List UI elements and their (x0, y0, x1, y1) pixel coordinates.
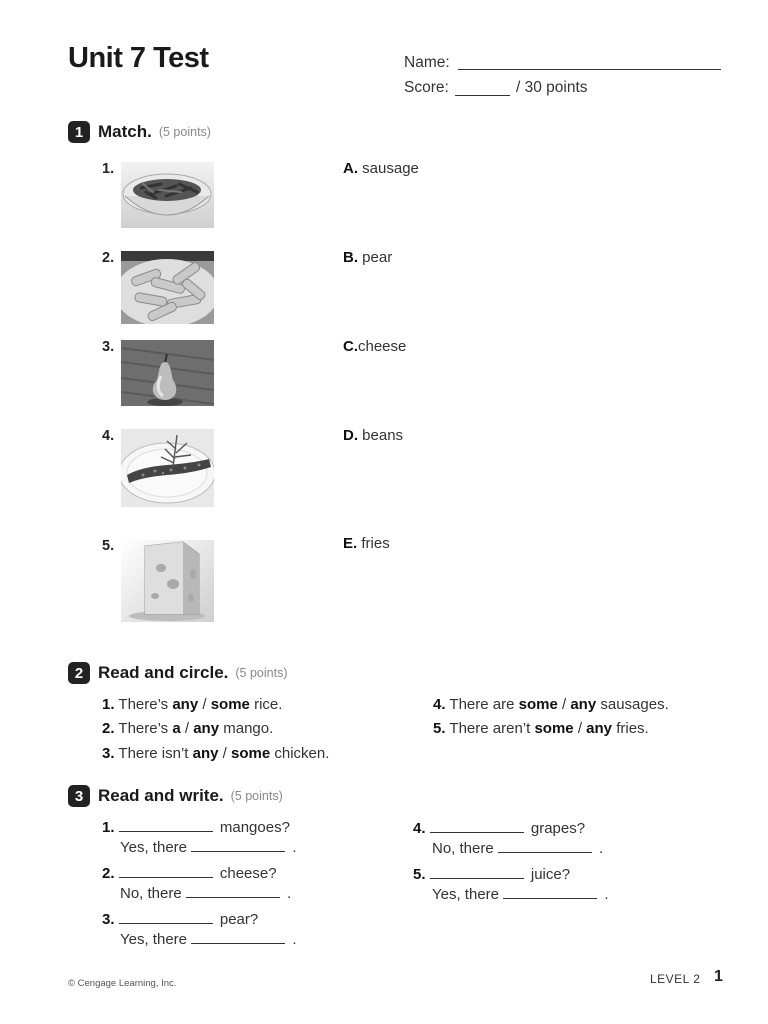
section-title: Read and write. (98, 786, 224, 805)
choice-option[interactable]: a (172, 720, 181, 737)
section-3-heading (68, 785, 283, 807)
match-item-number: 2. (102, 250, 115, 266)
score-label: Score: (404, 79, 449, 96)
match-answer: B. pear (343, 249, 393, 266)
match-answer: E. fries (343, 535, 390, 552)
choice-option[interactable]: any (586, 720, 613, 737)
blank-input-line[interactable] (186, 885, 280, 898)
name-field-line[interactable] (458, 69, 721, 70)
blank-input-line[interactable] (119, 819, 213, 832)
copyright-text: © Cengage Learning, Inc. (68, 978, 177, 989)
page-number: 1 (714, 968, 723, 985)
section-2-heading (68, 662, 288, 684)
match-item-number: 4. (102, 428, 115, 444)
match-answer: D. beans (343, 427, 404, 444)
circle-item: 5. There aren’t some / any fries. (433, 720, 649, 737)
write-answer: Yes, there . (120, 931, 297, 948)
circle-item: 2. There’s a / any mango. (102, 720, 274, 737)
match-item-number: 1. (102, 161, 115, 177)
page-title: Unit 7 Test (68, 42, 209, 74)
choice-option[interactable]: some (210, 696, 250, 713)
choice-option[interactable]: some (231, 745, 271, 762)
blank-input-line[interactable] (191, 931, 285, 944)
blank-input-line[interactable] (119, 911, 213, 924)
write-question: 5. juice? (413, 866, 571, 883)
blank-input-line[interactable] (430, 866, 524, 879)
cheese-wedge-photo (121, 540, 214, 622)
level-label: LEVEL 2 (650, 972, 701, 986)
section-points: (5 points) (235, 666, 288, 680)
blank-input-line[interactable] (119, 865, 213, 878)
circle-item: 3. There isn’t any / some chicken. (102, 745, 330, 762)
write-answer: Yes, there . (120, 839, 297, 856)
blank-input-line[interactable] (191, 839, 285, 852)
choice-option[interactable]: any (192, 745, 219, 762)
section-points: (5 points) (158, 125, 211, 139)
match-item-number: 3. (102, 339, 115, 355)
blank-input-line[interactable] (430, 820, 524, 833)
section-title: Read and circle. (98, 663, 229, 682)
section-number-badge: 2 (68, 662, 90, 684)
write-question: 4. grapes? (413, 820, 586, 837)
fries-plate-photo (121, 251, 214, 324)
section-number-badge: 1 (68, 121, 90, 143)
write-answer: No, there . (120, 885, 292, 902)
score-suffix: / 30 points (516, 79, 588, 96)
write-question: 1. mangoes? (102, 819, 290, 836)
section-points: (5 points) (230, 789, 283, 803)
match-answer: A. sausage (343, 160, 419, 177)
choice-option[interactable]: some (534, 720, 574, 737)
section-number-badge: 3 (68, 785, 90, 807)
name-label: Name: (404, 54, 450, 71)
choice-option[interactable]: any (193, 720, 220, 737)
circle-item: 4. There are some / any sausages. (433, 696, 669, 713)
choice-option[interactable]: any (172, 696, 199, 713)
score-field-line[interactable] (455, 95, 510, 96)
choice-option[interactable]: any (570, 696, 597, 713)
pear-photo (121, 340, 214, 406)
choice-option[interactable]: some (518, 696, 558, 713)
section-title: Match. (98, 122, 152, 141)
write-question: 2. cheese? (102, 865, 277, 882)
blank-input-line[interactable] (503, 886, 597, 899)
blank-input-line[interactable] (498, 840, 592, 853)
circle-item: 1. There’s any / some rice. (102, 696, 283, 713)
write-question: 3. pear? (102, 911, 259, 928)
section-1-heading (68, 121, 211, 143)
match-answer: C.cheese (343, 338, 407, 355)
sausage-plate-photo (121, 429, 214, 507)
write-answer: No, there . (432, 840, 604, 857)
beans-bowl-photo (121, 162, 214, 228)
write-answer: Yes, there . (432, 886, 609, 903)
match-item-number: 5. (102, 538, 115, 554)
